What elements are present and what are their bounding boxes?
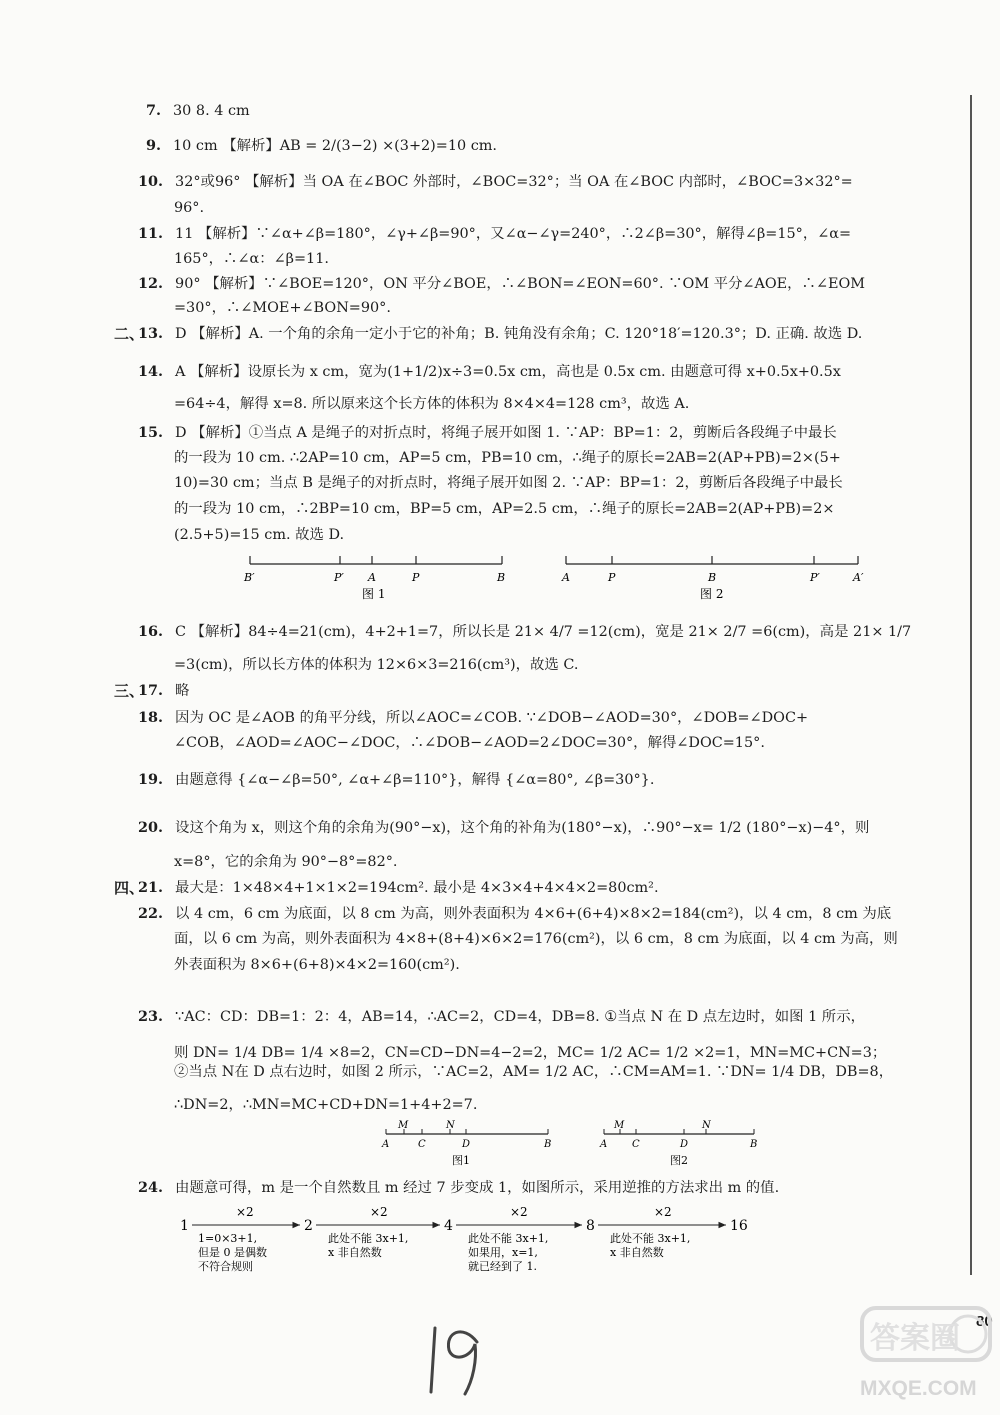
answer-line: 10)=30 cm；当点 B 是绳子的对折点时，将绳子展开如图 2. ∵AP：BP=1：2，剪断后各段绳子中最长	[174, 475, 843, 491]
point-label: D	[680, 1139, 689, 1150]
point-label: P	[412, 571, 420, 584]
point-label: P′	[334, 571, 344, 584]
point-label: M	[614, 1120, 625, 1131]
figure-caption: 图1	[452, 1154, 470, 1167]
margin-rule	[970, 95, 972, 1275]
answer-line: ②当点 N在 D 点右边时，如图 2 所示，∵AC=2，AM= 1/2 AC，∴CM=AM=1. ∵DN= 1/4 DB，DB=8，	[174, 1064, 894, 1080]
flow-note: x 非自然数	[328, 1246, 382, 1259]
flow-node: 1	[180, 1218, 189, 1234]
flow-op: ×2	[510, 1205, 528, 1219]
point-label: D	[462, 1139, 471, 1150]
flow-node: 16	[730, 1218, 748, 1234]
flow-note: 不符合规则	[198, 1260, 253, 1273]
point-label: C	[632, 1139, 640, 1150]
flow-note: 如果用，x=1,	[468, 1246, 538, 1259]
point-label: A′	[853, 571, 864, 584]
point-label: B	[497, 571, 506, 584]
watermark-text: 答案圈	[870, 1321, 960, 1356]
rope-figure-2	[561, 556, 864, 601]
point-label: B′	[244, 571, 255, 584]
answer-line: 96°.	[174, 200, 205, 216]
reverse-flow-diagram	[178, 1200, 758, 1280]
figure-caption: 图 1	[362, 587, 386, 601]
rope-figure-1	[243, 556, 505, 601]
flow-note: 此处不能 3x+1,	[468, 1232, 549, 1245]
flow-note: 就已经到了 1.	[468, 1260, 537, 1273]
figure-caption: 图2	[670, 1154, 688, 1167]
flow-note: 此处不能 3x+1,	[610, 1232, 691, 1245]
flow-node: 4	[444, 1218, 453, 1234]
answer-line: 20. 设这个角为 x，则这个角的余角为(90°−x)，这个角的补角为(180°−x)，∴90°−x= 1/2 (180°−x)−4°，则	[138, 819, 870, 836]
answer-line: 22. 以 4 cm，6 cm 为底面，以 8 cm 为高，则外表面积为 4×6+(6+4)×8×2=184(cm²)，以 4 cm，8 cm 为底	[138, 905, 892, 922]
answer-line: 10. 32°或96° 【解析】当 OA 在∠BOC 外部时，∠BOC=32°；当 OA 在∠BOC 内部时，∠BOC=3×32°=	[138, 173, 853, 190]
figure-caption: 图 2	[700, 587, 724, 601]
point-label: B	[544, 1139, 552, 1150]
point-label: B	[750, 1139, 758, 1150]
answer-line: 18. 因为 OC 是∠AOB 的角平分线，所以∠AOC=∠COB. ∵∠DOB−∠AOD=30°，∠DOB=∠DOC+	[138, 709, 809, 726]
flow-op: ×2	[370, 1205, 388, 1219]
point-label: A	[562, 571, 570, 584]
segment-figure-2	[599, 1120, 757, 1167]
answer-line: 的一段为 10 cm. ∴2AP=10 cm，AP=5 cm，PB=10 cm，∴绳子的原长=2AB=2(AP+PB)=2×(5+	[174, 450, 841, 466]
flow-note: x 非自然数	[610, 1246, 664, 1259]
answer-line: 面，以 6 cm 为高，则外表面积为 4×8+(8+4)×6×2=176(cm²)，以 6 cm，8 cm 为底面，以 4 cm 为高，则	[174, 931, 898, 947]
point-label: C	[418, 1139, 426, 1150]
answer-line: 16. C 【解析】84÷4=21(cm)，4+2+1=7，所以长是 21× 4/7 =12(cm)，宽是 21× 2/7 =6(cm)，高是 21× 1/7	[138, 623, 912, 640]
answer-line: 21. 最大是：1×48×4+1×1×2=194cm². 最小是 4×3×4+4×4×2=80cm².	[138, 879, 659, 896]
answer-line: 13. D 【解析】A. 一个角的余角一定小于它的补角；B. 钝角没有余角；C. 120°18′=120.3°；D. 正确. 故选 D.	[138, 325, 863, 342]
answer-line: 165°，∴∠α：∠β=11.	[174, 251, 329, 267]
point-label: N	[446, 1120, 455, 1131]
point-label: A	[368, 571, 376, 584]
flow-node: 8	[586, 1218, 595, 1234]
answer-line: ∴DN=2，∴MN=MC+CD+DN=1+4+2=7.	[174, 1097, 478, 1113]
segment-figures	[378, 1118, 778, 1172]
answer-line: =30°，∴∠MOE+∠BON=90°.	[174, 300, 391, 316]
watermark-logo	[860, 1300, 1000, 1410]
flow-op: ×2	[654, 1205, 672, 1219]
point-label: P	[608, 571, 616, 584]
flow-note: 但是 0 是偶数	[198, 1246, 267, 1259]
point-label: B	[708, 571, 717, 584]
point-label: N	[702, 1120, 711, 1131]
answer-line: 17. 略	[138, 682, 190, 699]
answer-line: ∠COB，∠AOD=∠AOC−∠DOC，∴∠DOB−∠AOD=2∠DOC=30°，解得∠DOC=15°.	[174, 735, 765, 751]
flow-node: 2	[304, 1218, 313, 1234]
section-2-label: 二、	[114, 325, 145, 343]
answer-line: (2.5+5)=15 cm. 故选 D.	[174, 527, 345, 543]
segment-figure-1	[381, 1120, 551, 1167]
answer-line: 15. D 【解析】①当点 A 是绳子的对折点时，将绳子展开如图 1. ∵AP：BP=1：2，剪断后各段绳子中最长	[138, 424, 837, 441]
flow-note: 此处不能 3x+1,	[328, 1232, 409, 1245]
answer-line: =64÷4，解得 x=8. 所以原来这个长方体的体积为 8×4×4=128 cm³，故选 A.	[174, 396, 690, 412]
handwritten-mark	[425, 1320, 495, 1400]
point-label: A	[600, 1139, 608, 1150]
section-4-label: 四、	[114, 879, 145, 897]
point-label: M	[398, 1120, 409, 1131]
answer-line: x=8°，它的余角为 90°−8°=82°.	[174, 854, 398, 870]
answer-line: 7. 30 8. 4 cm	[146, 102, 250, 119]
answer-line: 23. ∵AC：CD：DB=1：2：4，AB=14，∴AC=2，CD=4，DB=8. ①当点 N 在 D 点左边时，如图 1 所示，	[138, 1008, 865, 1025]
answer-line: 9. 10 cm 【解析】AB = 2/(3−2) ×(3+2)=10 cm.	[146, 137, 497, 154]
answer-line: =3(cm)，所以长方体的体积为 12×6×3=216(cm³)，故选 C.	[174, 657, 579, 673]
flow-note: 1=0×3+1,	[198, 1232, 258, 1245]
answer-line: 则 DN= 1/4 DB= 1/4 ×8=2，CN=CD−DN=4−2=2，MC= 1/2 AC= 1/2 ×2=1，MN=MC+CN=3；	[174, 1045, 887, 1061]
answer-line: 12. 90° 【解析】∵∠BOE=120°，ON 平分∠BOE，∴∠BON=∠EON=60°. ∵OM 平分∠AOE，∴∠EOM	[138, 275, 866, 292]
section-3-label: 三、	[114, 682, 145, 700]
point-label: P′	[810, 571, 820, 584]
answer-line: 14. A 【解析】设原长为 x cm，宽为(1+1/2)x÷3=0.5x cm，高也是 0.5x cm. 由题意可得 x+0.5x+0.5x	[138, 363, 841, 380]
page-number: 80	[976, 1313, 993, 1330]
answer-line: 的一段为 10 cm，∴2BP=10 cm，BP=5 cm，AP=2.5 cm，∴绳子的原长=2AB=2(AP+PB)=2×	[174, 501, 835, 517]
answer-line: 24. 由题意可得，m 是一个自然数且 m 经过 7 步变成 1，如图所示，采用逆推的方法求出 m 的值.	[138, 1179, 780, 1196]
rope-figures	[240, 548, 880, 608]
point-label: A	[382, 1139, 390, 1150]
answer-line: 11. 11 【解析】∵∠α+∠β=180°，∠γ+∠β=90°，又∠α−∠γ=240°，∴2∠β=30°，解得∠β=15°，∠α=	[138, 225, 852, 242]
watermark-site: MXQE.COM	[860, 1377, 977, 1400]
answer-line: 外表面积为 8×6+(6+8)×4×2=160(cm²).	[174, 957, 460, 973]
flow-op: ×2	[236, 1205, 254, 1219]
answer-line: 19. 由题意得 {∠α−∠β=50°, ∠α+∠β=110°}，解得 {∠α=80°, ∠β=30°}.	[138, 771, 655, 788]
